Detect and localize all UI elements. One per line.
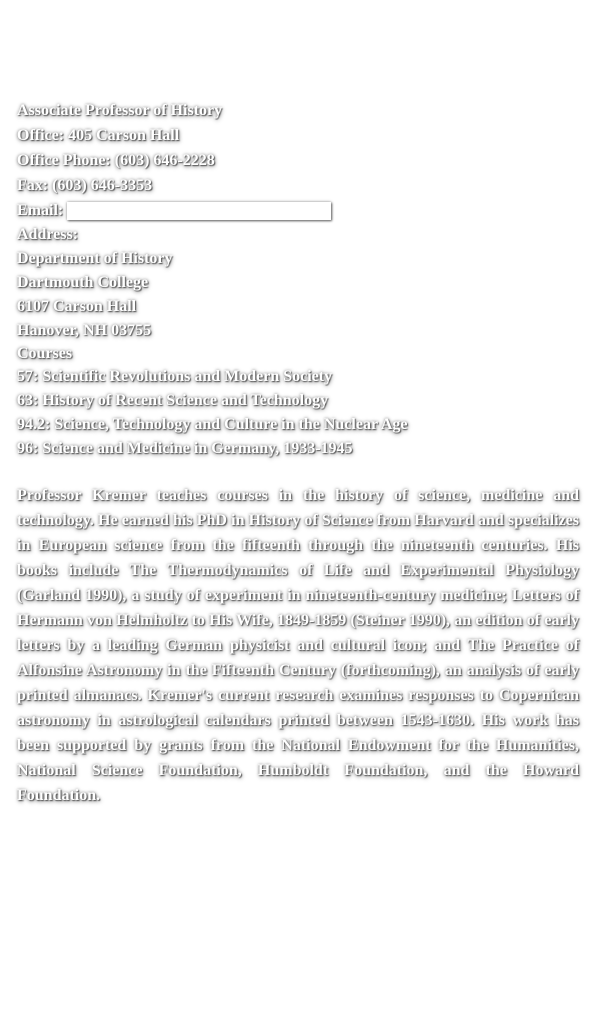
fax-number: Fax: (603) 646-3353 [17, 177, 153, 194]
address-department: Department of History [17, 250, 173, 267]
course-item: 96: Science and Medicine in Germany, 1933-1945 [17, 440, 353, 457]
email-link[interactable] [67, 202, 331, 220]
email-row [17, 198, 587, 223]
course-item: 57: Scientific Revolutions and Modern Society [17, 368, 333, 385]
address-label: Address: [17, 226, 79, 243]
office-location: Office: 405 Carson Hall [17, 127, 180, 144]
course-item: 94.2: Science, Technology and Culture in the Nuclear Age [17, 416, 408, 433]
job-title: Associate Professor of History [17, 102, 223, 119]
office-phone: Office Phone: (603) 646-2228 [17, 152, 215, 169]
email-label: Email: [17, 202, 64, 219]
course-item: 63: History of Recent Science and Technology [17, 392, 329, 409]
biography-paragraph: Professor Kremer teaches courses in the history of science, medicine and technology. He earned his PhD in History of Science from Harvard and specializes in European science from the fifteenth through the nineteenth centuries. His books include The Thermodynamics of Life and Experimental Physiology (Garland 1990), a study of experiment in nineteenth-century medicine; Letters of Hermann von Helmholtz to His Wife, 1849-1859 (Steiner 1990), an edition of early letters by a leading German physicist and cultural icon; and The Practice of Alfonsine Astronomy in the Fifteenth Century (forthcoming), an analysis of early printed almanacs. Kremer's current research examines responses to Copernican astronomy in astrological calendars printed between 1543-1630. His work has been supported by grants from the National Endowment for the Humanities, National Science Foundation, Humboldt Foundation, and the Howard Foundation. [17, 487, 579, 804]
address-building: 6107 Carson Hall [17, 298, 137, 315]
address-city: Hanover, NH 03755 [17, 322, 152, 339]
courses-heading: Courses [17, 345, 73, 362]
address-college: Dartmouth College [17, 274, 149, 291]
contact-info [17, 98, 587, 461]
